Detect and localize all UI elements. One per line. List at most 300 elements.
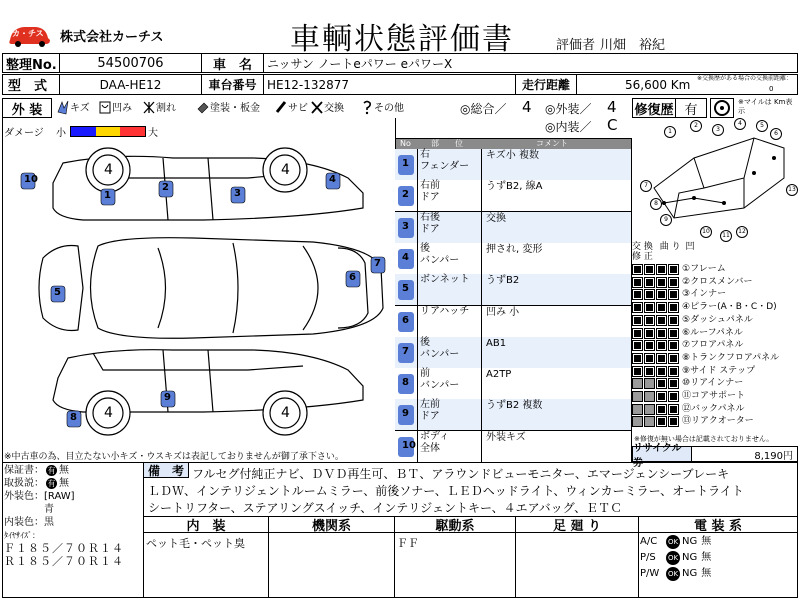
warranty-has: 有 xyxy=(47,466,56,475)
frame-check-box xyxy=(634,317,641,324)
suspension-label: 足 廻 り xyxy=(515,516,639,533)
model-label: 型 式 xyxy=(2,74,60,95)
frame-check-cell xyxy=(656,366,667,377)
frame-check-box xyxy=(670,342,677,349)
frame-check-cell xyxy=(668,391,679,402)
damage-row-number: 8 xyxy=(402,377,409,389)
interior-value: ペット毛・ペット臭 xyxy=(143,532,269,598)
damage-row-number: 7 xyxy=(402,345,409,357)
frame-check-box xyxy=(646,266,653,273)
frame-check-item: ⑧トランクフロアパネル xyxy=(682,352,780,363)
frame-check-cell xyxy=(632,277,643,288)
drive-value: ＦＦ xyxy=(394,532,516,598)
damage-row-number: 6 xyxy=(402,314,409,326)
electrical-row xyxy=(640,551,711,565)
damage-row-number: 10 xyxy=(402,439,416,451)
electrical-ok: OK xyxy=(666,551,680,565)
frame-check-box xyxy=(658,291,665,298)
logo-text: カ・チス xyxy=(12,29,44,38)
electrical-label: 電 装 系 xyxy=(638,516,798,533)
damage-row-comment: キズ小 複数 xyxy=(486,150,539,161)
frame-check-box xyxy=(658,380,665,387)
damage-row-number: 1 xyxy=(402,158,409,169)
legend-replace xyxy=(310,100,344,116)
mileage-label: 走行距離 xyxy=(515,74,577,95)
electrical-row xyxy=(640,567,711,581)
frame-check-cell xyxy=(644,391,655,402)
frame-diagram-label: 9 xyxy=(660,214,672,226)
frame-check-cell xyxy=(632,289,643,300)
recycle-label: リサイクル券 xyxy=(632,446,692,462)
frame-check-item: ②クロスメンバー xyxy=(682,276,753,287)
damage-row-comment: 押され, 変形 xyxy=(486,243,543,255)
frame-diagram-label: 5 xyxy=(756,120,768,132)
manual-none: 無 xyxy=(59,478,69,489)
frame-check-cell xyxy=(656,264,667,275)
company-name: 株式会社カーチス xyxy=(60,30,164,45)
legend-label: 割れ xyxy=(156,103,176,114)
frame-check-cell xyxy=(632,328,643,339)
damage-row-number: 3 xyxy=(402,220,409,232)
frame-check-box xyxy=(634,330,641,337)
frame-check-box xyxy=(634,266,641,273)
damage-marker-number: 3 xyxy=(234,188,241,199)
frame-check-box xyxy=(646,355,653,362)
frame-check-cell xyxy=(644,302,655,313)
notes-line-2: ＬＤＷ、インテリジェントルームミラー、前後ソナー、ＬＥＤヘッドライト、ウィンカーミラー、オートライト xyxy=(148,484,744,498)
overall-label: ◎総合／ xyxy=(460,102,507,116)
damage-list-row xyxy=(395,180,631,212)
frame-diagram-label: 3 xyxy=(712,124,724,136)
frame-check-box xyxy=(670,330,677,337)
mgmt-no-label: 整理No. xyxy=(2,53,60,73)
ext-color-code: [RAW] xyxy=(44,491,75,502)
damage-row-comment: うずB2 xyxy=(486,275,520,287)
evaluator-name: 川畑 裕紀 xyxy=(600,38,666,53)
damage-row-comment: AB1 xyxy=(486,337,507,349)
electrical-ng: NG xyxy=(682,552,698,563)
frame-check-box xyxy=(634,368,641,375)
damage-row-comment: うずB2, 線A xyxy=(486,181,543,193)
damage-list-row xyxy=(395,243,631,275)
tire-row xyxy=(4,529,124,542)
frame-check-item: ③インナー xyxy=(682,289,727,300)
frame-check-box xyxy=(646,317,653,324)
frame-check-cell xyxy=(632,264,643,275)
legend-label: その他 xyxy=(374,103,404,114)
electrical-row xyxy=(640,535,711,549)
damage-marker-number: 10 xyxy=(24,174,38,185)
frame-check-box xyxy=(670,279,677,286)
damage-marker xyxy=(100,188,116,206)
electrical-none: 無 xyxy=(701,568,712,579)
damage-row-part: ボンネット xyxy=(418,274,482,305)
damage-marker-number: 2 xyxy=(162,182,169,193)
legend-label: 交換 xyxy=(324,103,344,114)
frame-note: ※修復が無い場合は記載されておりません。 xyxy=(634,435,774,443)
frame-check-cell xyxy=(668,277,679,288)
frame-check-cell xyxy=(668,289,679,300)
damage-list-row xyxy=(395,212,631,244)
frame-check-box xyxy=(658,317,665,324)
frame-check-item: ①フレーム xyxy=(682,264,726,274)
damage-large: 大 xyxy=(148,128,158,139)
chassis: HE12-132877 xyxy=(263,74,516,95)
notes-line-1: フルセグ付純正ナビ、ＤＶＤ再生可、ＢＴ、アラウンドビューモニター、エマージェンシーブレーキ xyxy=(192,467,730,481)
ext-color-row xyxy=(4,490,124,503)
warranty-label: 保証書： xyxy=(4,465,44,476)
int-color-row xyxy=(4,516,124,529)
damage-list-row xyxy=(395,149,631,181)
interior-label: 内 装 xyxy=(143,516,269,533)
electrical-none: 無 xyxy=(701,552,712,563)
frame-diagram-label: 11 xyxy=(720,230,732,242)
frame-check-box xyxy=(658,279,665,286)
mgmt-no: 54500706 xyxy=(59,53,202,73)
left-panel-content xyxy=(4,464,124,568)
frame-diagram-label: 13 xyxy=(786,184,798,196)
damage-row-icon xyxy=(395,399,418,430)
damage-row-part: 右 フェンダー xyxy=(418,149,482,180)
damage-small: 小 xyxy=(56,128,66,139)
frame-check-cell xyxy=(644,366,655,377)
frame-header-replace: 交 換 xyxy=(632,242,653,252)
model: DAA-HE12 xyxy=(59,74,202,95)
frame-check-item: ⑨サイド ステップ xyxy=(682,365,756,376)
frame-check-cell xyxy=(644,289,655,300)
frame-check-box xyxy=(670,368,677,375)
damage-row-number: 2 xyxy=(402,189,409,201)
damage-list-row xyxy=(395,368,631,400)
paint-icon xyxy=(196,103,210,114)
damage-marker xyxy=(230,186,246,204)
notes-line-3: シートリフター、ステアリングスイッチ、インテリジェントキー、４エアバッグ、ＥＴＣ xyxy=(148,501,623,515)
engine-value xyxy=(268,532,395,598)
frame-check-cell xyxy=(644,315,655,326)
page-title: 車輌状態評価書 xyxy=(290,22,514,57)
damage-marker-number: 5 xyxy=(54,287,61,298)
frame-check-box xyxy=(670,304,677,311)
frame-diagram-label: 6 xyxy=(770,128,782,140)
damage-row-part: 後 バンパー xyxy=(418,337,482,368)
engine-label: 機関系 xyxy=(268,516,395,533)
electrical-ng: NG xyxy=(682,568,698,579)
exterior-label: 外 装 xyxy=(2,98,52,118)
header-part: 部 位 xyxy=(431,139,463,148)
frame-check-cell xyxy=(632,353,643,364)
damage-marker xyxy=(370,256,386,274)
electrical-ok: OK xyxy=(666,535,680,549)
frame-check-cell xyxy=(644,416,655,427)
damage-row-icon xyxy=(395,337,418,368)
dent-icon xyxy=(98,103,112,114)
frame-check-cell xyxy=(656,378,667,389)
mileage-box xyxy=(576,74,798,95)
damage-row-comment: うずB2 複数 xyxy=(486,400,543,412)
damage-row-icon xyxy=(395,149,418,180)
manual-label: 取扱説： xyxy=(4,478,44,489)
damage-row-icon xyxy=(395,180,418,211)
damage-marker-number: 1 xyxy=(104,190,111,201)
frame-check-item: ⑫バックパネル xyxy=(682,403,745,414)
frame-check-box xyxy=(646,330,653,337)
history-value: 有 xyxy=(675,98,707,118)
damage-list-row xyxy=(395,431,631,463)
frame-check-cell xyxy=(656,277,667,288)
exterior-legend xyxy=(56,98,456,118)
damage-marker xyxy=(50,285,66,303)
legend-label: サビ xyxy=(288,103,308,114)
int-color: 黒 xyxy=(44,517,54,528)
frame-check-cell xyxy=(632,404,643,415)
electrical-item-label: P/S xyxy=(640,552,656,563)
frame-check-cell xyxy=(632,315,643,326)
frame-check-box xyxy=(646,368,653,375)
frame-check-cell xyxy=(644,277,655,288)
frame-check-cell xyxy=(632,366,643,377)
frame-check-cell xyxy=(632,391,643,402)
frame-check-item: ⑪コアサポート xyxy=(682,391,746,401)
frame-header-dent: 凹 xyxy=(685,242,695,252)
frame-check-box xyxy=(658,355,665,362)
frame-check-box xyxy=(634,304,641,311)
damage-row-part: 左前 ドア xyxy=(418,399,482,430)
header-comment: コメント xyxy=(536,139,568,148)
frame-check-cell xyxy=(644,353,655,364)
other-icon xyxy=(360,103,374,114)
tire-front: Ｆ１８５／７０Ｒ１４ xyxy=(4,542,124,555)
damage-marker-number: 4 xyxy=(329,174,336,185)
frame-diagram-label: 10 xyxy=(700,226,712,238)
frame-check-item: ⑦フロアパネル xyxy=(682,340,744,351)
frame-check-box xyxy=(658,266,665,273)
damage-row-icon xyxy=(395,431,418,462)
frame-check-cell xyxy=(632,416,643,427)
frame-check-box xyxy=(646,291,653,298)
frame-check-cell xyxy=(656,340,667,351)
svg-text:4: 4 xyxy=(281,162,290,178)
frame-check-cell xyxy=(668,328,679,339)
frame-check-cell xyxy=(644,340,655,351)
svg-text:4: 4 xyxy=(104,405,113,421)
damage-row-number: 9 xyxy=(402,408,409,420)
replace-icon xyxy=(310,103,324,114)
frame-check-cell xyxy=(668,378,679,389)
frame-header-repair: 修 正 xyxy=(632,252,653,262)
damage-row-comment: 交換 xyxy=(486,212,506,224)
frame-check-box xyxy=(670,380,677,387)
frame-check-cell xyxy=(656,289,667,300)
crack-icon xyxy=(142,103,156,114)
electrical-none: 無 xyxy=(701,536,712,547)
frame-check-box xyxy=(670,291,677,298)
frame-check-cell xyxy=(656,416,667,427)
frame-check-box xyxy=(658,418,665,425)
damage-marker-number: 6 xyxy=(349,272,356,283)
damage-row-comment: 凹み 小 xyxy=(486,306,520,318)
damage-marker-number: 9 xyxy=(164,392,171,403)
frame-check-box xyxy=(646,304,653,311)
frame-check-cell xyxy=(644,264,655,275)
warranty-row xyxy=(4,464,124,477)
frame-diagram-label: 8 xyxy=(650,198,662,210)
frame-header-bend: 曲 り xyxy=(659,242,681,252)
frame-check-cell xyxy=(668,340,679,351)
notes-label: 備 考 xyxy=(143,462,189,478)
frame-check-item: ⑩リアインナー xyxy=(682,378,744,389)
frame-check-box xyxy=(658,330,665,337)
damage-list-row xyxy=(395,337,631,369)
frame-check-box xyxy=(670,266,677,273)
frame-diagram-label: 7 xyxy=(640,180,652,192)
scratch-icon xyxy=(56,103,70,114)
frame-check-box xyxy=(634,355,641,362)
frame-check-cell xyxy=(644,404,655,415)
frame-check-box xyxy=(634,279,641,286)
damage-row-part: 右後 ドア xyxy=(418,212,482,243)
damage-list-row xyxy=(395,274,631,306)
ext-score: 4 xyxy=(607,98,617,116)
legend-label: キズ xyxy=(70,103,90,114)
electrical-ng: NG xyxy=(682,536,698,547)
damage-label: ダメージ xyxy=(4,128,44,139)
frame-check-box xyxy=(670,418,677,425)
frame-check-box xyxy=(670,317,677,324)
damage-row-icon xyxy=(395,243,418,274)
damage-marker xyxy=(158,180,174,198)
frame-check-cell xyxy=(632,340,643,351)
frame-check-cell xyxy=(668,315,679,326)
legend-label: 塗装・板金 xyxy=(210,103,260,114)
damage-row-number: 5 xyxy=(402,283,409,295)
int-score-label: ◎内装／ xyxy=(545,120,592,134)
frame-check-cell xyxy=(656,315,667,326)
electrical-ok: OK xyxy=(666,567,680,581)
overall-score: 4 xyxy=(522,98,532,116)
frame-check-box xyxy=(658,368,665,375)
int-score: C xyxy=(607,116,618,134)
frame-check-cell xyxy=(668,264,679,275)
frame-check-item: ⑤ダッシュパネル xyxy=(682,314,753,325)
damage-row-part: リアハッチ xyxy=(418,306,482,337)
damage-marker xyxy=(20,172,36,190)
ext-color2-row xyxy=(4,503,124,516)
car-name-label: 車 名 xyxy=(201,53,264,73)
int-color-label: 内装色： xyxy=(4,517,44,528)
frame-check-cell xyxy=(668,416,679,427)
damage-row-part: 右前 ドア xyxy=(418,180,482,211)
frame-check-item: ④ピラー(A・B・C・D) xyxy=(682,302,777,313)
warranty-none: 無 xyxy=(59,465,69,476)
frame-check-item: ⑥ルーフパネル xyxy=(682,327,743,338)
frame-diagram-label: 4 xyxy=(734,118,746,130)
manual-row xyxy=(4,477,124,490)
frame-check-box xyxy=(634,342,641,349)
tire-rear: Ｒ１８５／７０Ｒ１４ xyxy=(4,555,124,568)
frame-check-cell xyxy=(644,328,655,339)
damage-marker xyxy=(345,270,361,288)
damage-marker xyxy=(160,390,176,408)
damage-row-number: 4 xyxy=(402,251,409,263)
damage-marker-number: 7 xyxy=(374,258,381,269)
frame-check-item: ⑬リアクオーター xyxy=(682,416,754,427)
legend-label: 凹み xyxy=(112,103,132,114)
history-note: ※マイルは Km表示 xyxy=(738,98,793,115)
frame-check-box xyxy=(670,393,677,400)
frame-check-cell xyxy=(656,328,667,339)
frame-check-cell xyxy=(656,302,667,313)
damage-list-row xyxy=(395,399,631,431)
frame-check-cell xyxy=(668,353,679,364)
ext-score-label: ◎外装／ xyxy=(545,102,592,116)
legend-scratch xyxy=(56,100,90,116)
chassis-label: 車台番号 xyxy=(201,74,264,95)
footnote: ※中古車の為、目立たない小キズ・ウスキズは表記しておりませんが御了承下さい。 xyxy=(4,452,344,462)
frame-check-box xyxy=(634,291,641,298)
legend-other xyxy=(360,100,404,116)
frame-check-box xyxy=(646,342,653,349)
frame-check-cell xyxy=(632,378,643,389)
manual-has: 有 xyxy=(47,479,56,488)
rust-icon xyxy=(274,103,288,114)
legend-crack xyxy=(142,100,176,116)
tire-label: ﾀｲﾔｻｲｽﾞ： xyxy=(4,531,40,540)
svg-text:4: 4 xyxy=(104,162,113,178)
frame-check-box xyxy=(658,393,665,400)
frame-check-cell xyxy=(644,378,655,389)
frame-check-cell xyxy=(656,404,667,415)
frame-check-cell xyxy=(668,404,679,415)
mileage-note: ※交換歴がある場合の交換前距離： xyxy=(697,75,793,82)
damage-list-row xyxy=(395,306,631,338)
damage-marker-number: 8 xyxy=(70,412,77,423)
legend-dent xyxy=(98,100,132,116)
frame-check-box xyxy=(658,304,665,311)
mileage: 56,600 Km xyxy=(625,78,691,92)
electrical-item-label: P/W xyxy=(640,568,660,579)
damage-row-comment: 外装キズ xyxy=(486,431,526,443)
history-label: 修復歴 xyxy=(632,98,676,118)
damage-row-icon xyxy=(395,368,418,399)
frame-diagram-label: 2 xyxy=(690,120,702,132)
frame-check-header xyxy=(632,242,695,262)
frame-diagram-label: 12 xyxy=(736,226,748,238)
electrical-item-label: A/C xyxy=(640,536,658,547)
frame-check-box xyxy=(646,279,653,286)
frame-check-box xyxy=(670,406,677,413)
damage-marker xyxy=(66,410,82,428)
frame-check-cell xyxy=(656,353,667,364)
damage-row-part: 前 バンパー xyxy=(418,368,482,399)
legend-rust xyxy=(274,100,308,116)
frame-check-cell xyxy=(656,391,667,402)
damage-row-icon xyxy=(395,274,418,305)
evaluator-label: 評価者 xyxy=(556,38,596,53)
recycle-amount: 8,190円 xyxy=(691,446,798,462)
frame-check-cell xyxy=(632,302,643,313)
frame-check-cell xyxy=(668,366,679,377)
frame-check-box xyxy=(658,406,665,413)
damage-marker xyxy=(325,172,341,190)
damage-row-part: 後 バンパー xyxy=(418,243,482,274)
ext-color-name: 青 xyxy=(44,504,54,515)
legend-paint xyxy=(196,100,260,116)
car-name: ニッサン ノートeパワー eパワーX xyxy=(263,53,798,73)
svg-text:4: 4 xyxy=(281,405,290,421)
drive-label: 駆動系 xyxy=(394,516,516,533)
damage-row-comment: A2TP xyxy=(486,369,512,381)
company-logo xyxy=(4,22,54,48)
